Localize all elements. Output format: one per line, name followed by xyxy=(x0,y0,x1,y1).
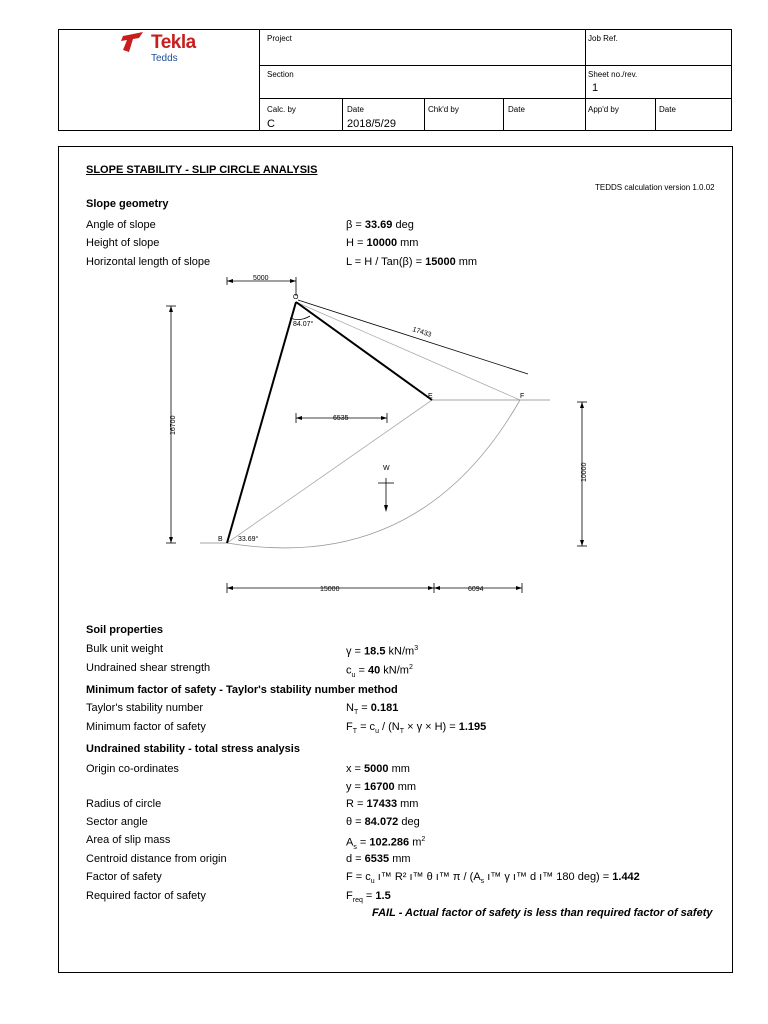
project-label: Project xyxy=(267,34,292,43)
row-value: $N_T = 0.181$ xyxy=(346,702,399,717)
row-value: $A_s = 102.286$ $m^2$ xyxy=(346,836,426,851)
dim-ext-label: 6094 xyxy=(468,586,484,593)
row-label: Sector angle xyxy=(86,816,148,828)
version-text: TEDDS calculation version 1.0.02 xyxy=(595,183,715,192)
row-value: $F = c_u$ ı™ R² ı™ θ ı™ π / ($A_s$ ı™ γ ı™ d ı™ 180 deg) = 1.442 xyxy=(346,871,640,886)
date-label: Date xyxy=(347,105,364,114)
point-o-label: O xyxy=(293,294,299,301)
taylor-heading: Minimum factor of safety - Taylor's stability number method xyxy=(86,684,398,696)
radius-line xyxy=(227,302,296,543)
dim-r-label: 17433 xyxy=(411,326,433,339)
date-value: 2018/5/29 xyxy=(347,118,396,130)
row-value: x = 5000 mm xyxy=(346,763,410,775)
dim-height-label: 16700 xyxy=(170,415,177,435)
calcby-value: C xyxy=(267,118,275,130)
row-value: $F_T = c_u / (N_T \times \gamma \times H) = 1.195$ xyxy=(346,721,487,736)
row-label: Minimum factor of safety xyxy=(86,721,206,733)
row-value: θ = 84.072 deg xyxy=(346,816,420,828)
row-label: Required factor of safety xyxy=(86,890,206,902)
point-e-label: E xyxy=(428,393,433,400)
fail-message: FAIL - Actual factor of safety is less than required factor of safety xyxy=(372,907,713,919)
row-label: Area of slip mass xyxy=(86,834,171,846)
dim-x-label: 5000 xyxy=(253,275,269,282)
row-label: Factor of safety xyxy=(86,871,162,883)
dim-d-label: 6535 xyxy=(333,415,349,422)
row-label: Radius of circle xyxy=(86,798,162,810)
chkd-label: Chk'd by xyxy=(428,105,459,114)
document-title: SLOPE STABILITY - SLIP CIRCLE ANALYSIS xyxy=(86,164,318,176)
row-label: Centroid distance from origin xyxy=(86,853,227,865)
logo-main-text: Tekla xyxy=(151,32,196,53)
date2-label: Date xyxy=(508,105,525,114)
row-value: β = 33.69 deg xyxy=(346,219,414,231)
jobref-label: Job Ref. xyxy=(588,34,618,43)
row-label: Height of slope xyxy=(86,237,160,249)
row-value: y = 16700 mm xyxy=(346,781,417,793)
point-f-label: F xyxy=(520,393,525,400)
row-label: Origin co-ordinates xyxy=(86,763,179,775)
row-label: Horizontal length of slope xyxy=(86,256,211,268)
dim-l-label: 15000 xyxy=(320,586,340,593)
appd-label: App'd by xyxy=(588,105,619,114)
soil-heading: Soil properties xyxy=(86,624,164,636)
geometry-heading: Slope geometry xyxy=(86,198,169,210)
row-value: γ = 18.5 $kN/m^3$ xyxy=(346,645,419,658)
angle-o-label: 84.07° xyxy=(293,321,314,328)
angle-b-label: 33.69° xyxy=(238,536,259,543)
slope-line xyxy=(296,302,432,400)
date3-label: Date xyxy=(659,105,676,114)
row-value: $F_{req} = 1.5$ xyxy=(346,890,391,905)
row-value: $c_u = 40$ $kN/m^2$ xyxy=(346,664,413,679)
weight-w-label: W xyxy=(383,465,390,472)
undrained-heading: Undrained stability - total stress analysis xyxy=(86,743,300,755)
row-label: Taylor's stability number xyxy=(86,702,204,714)
sheet-label: Sheet no./rev. xyxy=(588,70,638,79)
row-value: L = H / Tan(β) = 15000 mm xyxy=(346,256,478,268)
point-b-label: B xyxy=(218,536,223,543)
row-value: H = 10000 mm xyxy=(346,237,419,249)
row-label: Angle of slope xyxy=(86,219,156,231)
sheet-value: 1 xyxy=(592,82,599,94)
row-label: Undrained shear strength xyxy=(86,662,211,674)
dim-h-label: 10000 xyxy=(581,462,588,482)
logo-sub-text: Tedds xyxy=(151,53,178,64)
calcby-label: Calc. by xyxy=(267,105,296,114)
row-value: R = 17433 mm xyxy=(346,798,419,810)
row-label: Bulk unit weight xyxy=(86,643,164,655)
section-label: Section xyxy=(267,70,294,79)
row-value: d = 6535 mm xyxy=(346,853,411,865)
